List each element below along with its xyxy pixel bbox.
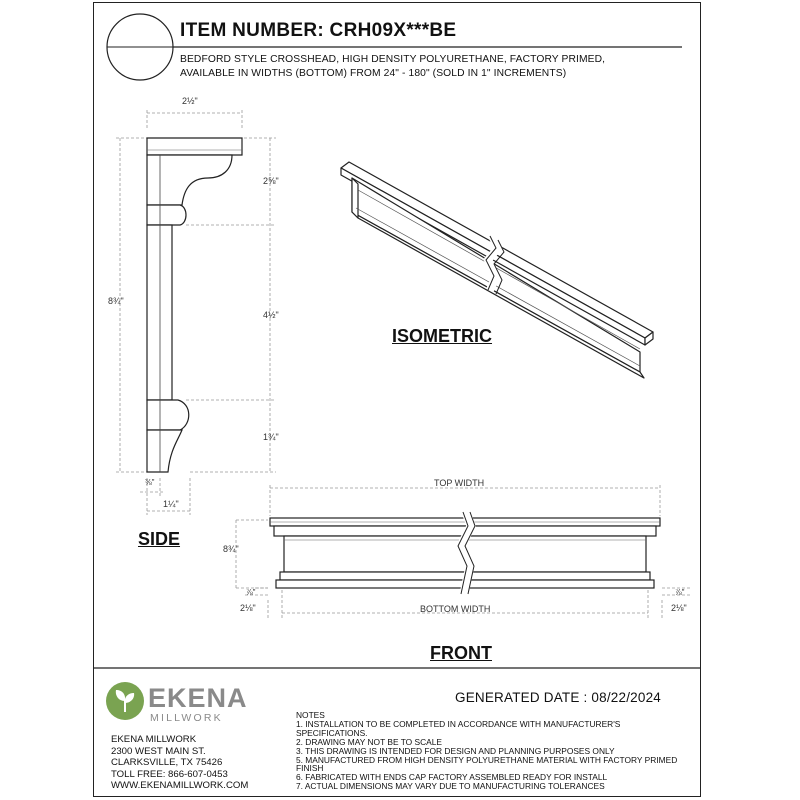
side-view-label: SIDE bbox=[138, 529, 181, 549]
generated-date: GENERATED DATE : 08/22/2024 bbox=[455, 690, 661, 705]
side-dim-middle: 4½" bbox=[263, 310, 279, 320]
side-dim-lower: 1¾" bbox=[263, 432, 279, 442]
note-line: 3. THIS DRAWING IS INTENDED FOR DESIGN AND PLANNING PURPOSES ONLY bbox=[296, 745, 615, 756]
side-dim-upper: 2⅝" bbox=[263, 176, 279, 186]
note-line: 1. INSTALLATION TO BE COMPLETED IN ACCORDANCE WITH MANUFACTURER'S bbox=[296, 718, 621, 729]
note-line: 5. MANUFACTURED FROM HIGH DENSITY POLYURETHANE MATERIAL WITH FACTORY PRIMED bbox=[296, 754, 678, 765]
front-dim-height: 8¾" bbox=[223, 544, 239, 554]
note-line: 2. DRAWING MAY NOT BE TO SCALE bbox=[296, 736, 442, 747]
front-dim-top-width: TOP WIDTH bbox=[434, 478, 485, 488]
note-line: SPECIFICATIONS. bbox=[296, 727, 368, 738]
side-dim-top-width: 2½" bbox=[182, 96, 198, 106]
front-dim-right-ext: 2⅛" bbox=[671, 603, 687, 613]
front-dim-left-ext: 2⅛" bbox=[240, 603, 256, 613]
note-line: NOTES bbox=[296, 710, 325, 720]
description-line-2: AVAILABLE IN WIDTHS (BOTTOM) FROM 24" - 180" (SOLD IN 1" INCREMENTS) bbox=[180, 68, 567, 79]
note-line: FINISH bbox=[296, 763, 324, 774]
company-line: CLARKSVILLE, TX 75426 bbox=[111, 757, 223, 768]
side-dim-bottom: 1¼" bbox=[163, 499, 179, 509]
front-view-label: FRONT bbox=[430, 643, 492, 663]
front-dim-right-small: ⅞" bbox=[675, 588, 685, 597]
company-line: 2300 WEST MAIN ST. bbox=[111, 745, 206, 757]
logo-subtitle: MILLWORK bbox=[150, 712, 223, 724]
side-dim-total: 8¾" bbox=[108, 296, 124, 306]
logo-name: EKENA bbox=[148, 683, 248, 713]
company-line: WWW.EKENAMILLWORK.COM bbox=[111, 780, 249, 791]
notes-block bbox=[296, 711, 696, 791]
company-line: TOLL FREE: 866-607-0453 bbox=[111, 768, 228, 780]
company-line: EKENA MILLWORK bbox=[111, 734, 197, 745]
description-line-1: BEDFORD STYLE CROSSHEAD, HIGH DENSITY POLYURETHANE, FACTORY PRIMED, bbox=[180, 54, 606, 65]
item-number-title: ITEM NUMBER: CRH09X***BE bbox=[180, 20, 457, 41]
note-line: 7. ACTUAL DIMENSIONS MAY VARY DUE TO MANUFACTURING TOLERANCES bbox=[296, 781, 605, 792]
note-line: 6. FABRICATED WITH ENDS CAP FACTORY ASSEMBLED READY FOR INSTALL bbox=[296, 772, 608, 783]
side-dim-small: ⅜" bbox=[145, 478, 155, 487]
company-info bbox=[111, 734, 248, 792]
front-dim-left-small: ⅞" bbox=[246, 588, 256, 597]
front-dim-bottom-width: BOTTOM WIDTH bbox=[420, 604, 491, 614]
leaf-logo-icon bbox=[105, 681, 145, 721]
isometric-view-label: ISOMETRIC bbox=[392, 326, 493, 346]
